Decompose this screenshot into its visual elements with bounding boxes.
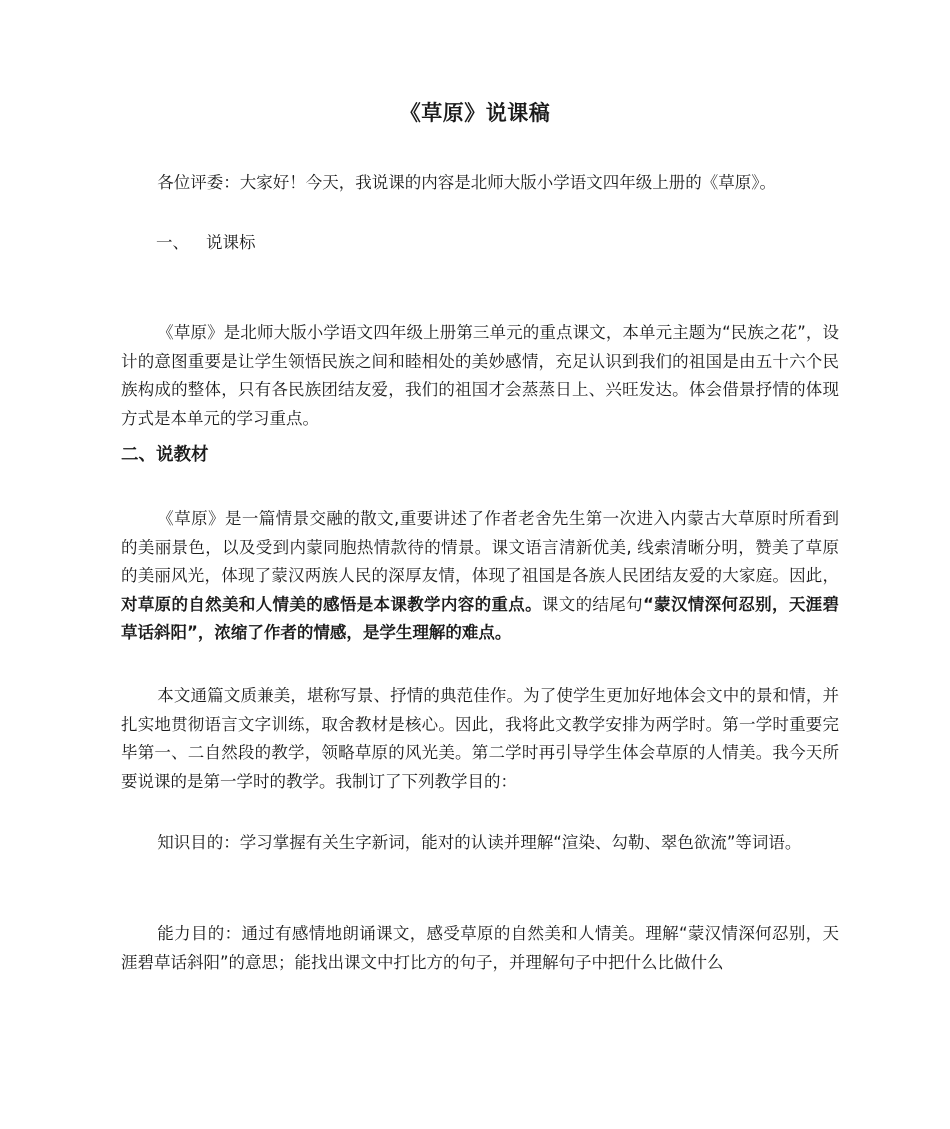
knowledge-goal-paragraph: 知识目的：学习掌握有关生字新词，能对的认读并理解“渲染、勾勒、翠色欲流”等词语。 <box>157 833 802 852</box>
textbook-difficult-point: “蒙汉情深何忍别，天涯碧草话斜阳”，浓缩了作者的情感，是学生理解的难点。 <box>121 594 840 642</box>
textbook-text-1: 《草原》是一篇情景交融的散文,重要讲述了作者老舍先生第一次进入内蒙古大草原时所看到的美丽景色，以及受到内蒙同胞热情款待的情景。课文语言清新优美, 线索清晰分明，赞美了草原的美丽风光，体现了蒙汉两族人民的深厚友情，体现了祖国是各族人民团结友爱的大家庭。因此， <box>121 509 839 585</box>
textbook-text-2: 课文的结尾句 <box>541 594 643 614</box>
curriculum-paragraph: 《草原》是北师大版小学语文四年级上册第三单元的重点课文，本单元主题为“民族之花”，设计的意图重要是让学生领悟民族之间和睦相处的美妙感情，充足认识到我们的祖国是由五十六个民族构成的整体，只有各民族团结友爱，我们的祖国才会蒸蒸日上、兴旺发达。体会借景抒情的体现方式是本单元的学习重点。 <box>121 323 839 428</box>
ability-goal-paragraph: 能力目的：通过有感情地朗诵课文，感受草原的自然美和人情美。理解“蒙汉情深何忍别，天涯碧草话斜阳”的意思；能找出课文中打比方的句子，并理解句子中把什么比做什么 <box>121 924 839 972</box>
section-one-number: 一、 <box>156 233 189 252</box>
textbook-key-point: 对草原的自然美和人情美的感悟是本课教学内容的重点。 <box>121 594 542 614</box>
textbook-paragraph <box>121 505 839 648</box>
section-one-heading <box>156 229 256 257</box>
section-one-label: 说课标 <box>206 233 256 252</box>
page-title: 《草原》说课稿 <box>399 101 551 125</box>
greeting-paragraph: 各位评委：大家好！今天，我说课的内容是北师大版小学语文四年级上册的《草原》。 <box>157 173 777 192</box>
arrangement-paragraph: 本文通篇文质兼美，堪称写景、抒情的典范佳作。为了使学生更加好地体会文中的景和情，并扎实地贯彻语言文字训练，取舍教材是核心。因此，我将此文教学安排为两学时。第一学时重要完毕第一、二自然段的教学，领略草原的风光美。第二学时再引导学生体会草原的人情美。我今天所要说课的是第一学时的教学。我制订了下列教学目的： <box>121 686 839 791</box>
section-two-heading: 二、说教材 <box>121 445 209 465</box>
